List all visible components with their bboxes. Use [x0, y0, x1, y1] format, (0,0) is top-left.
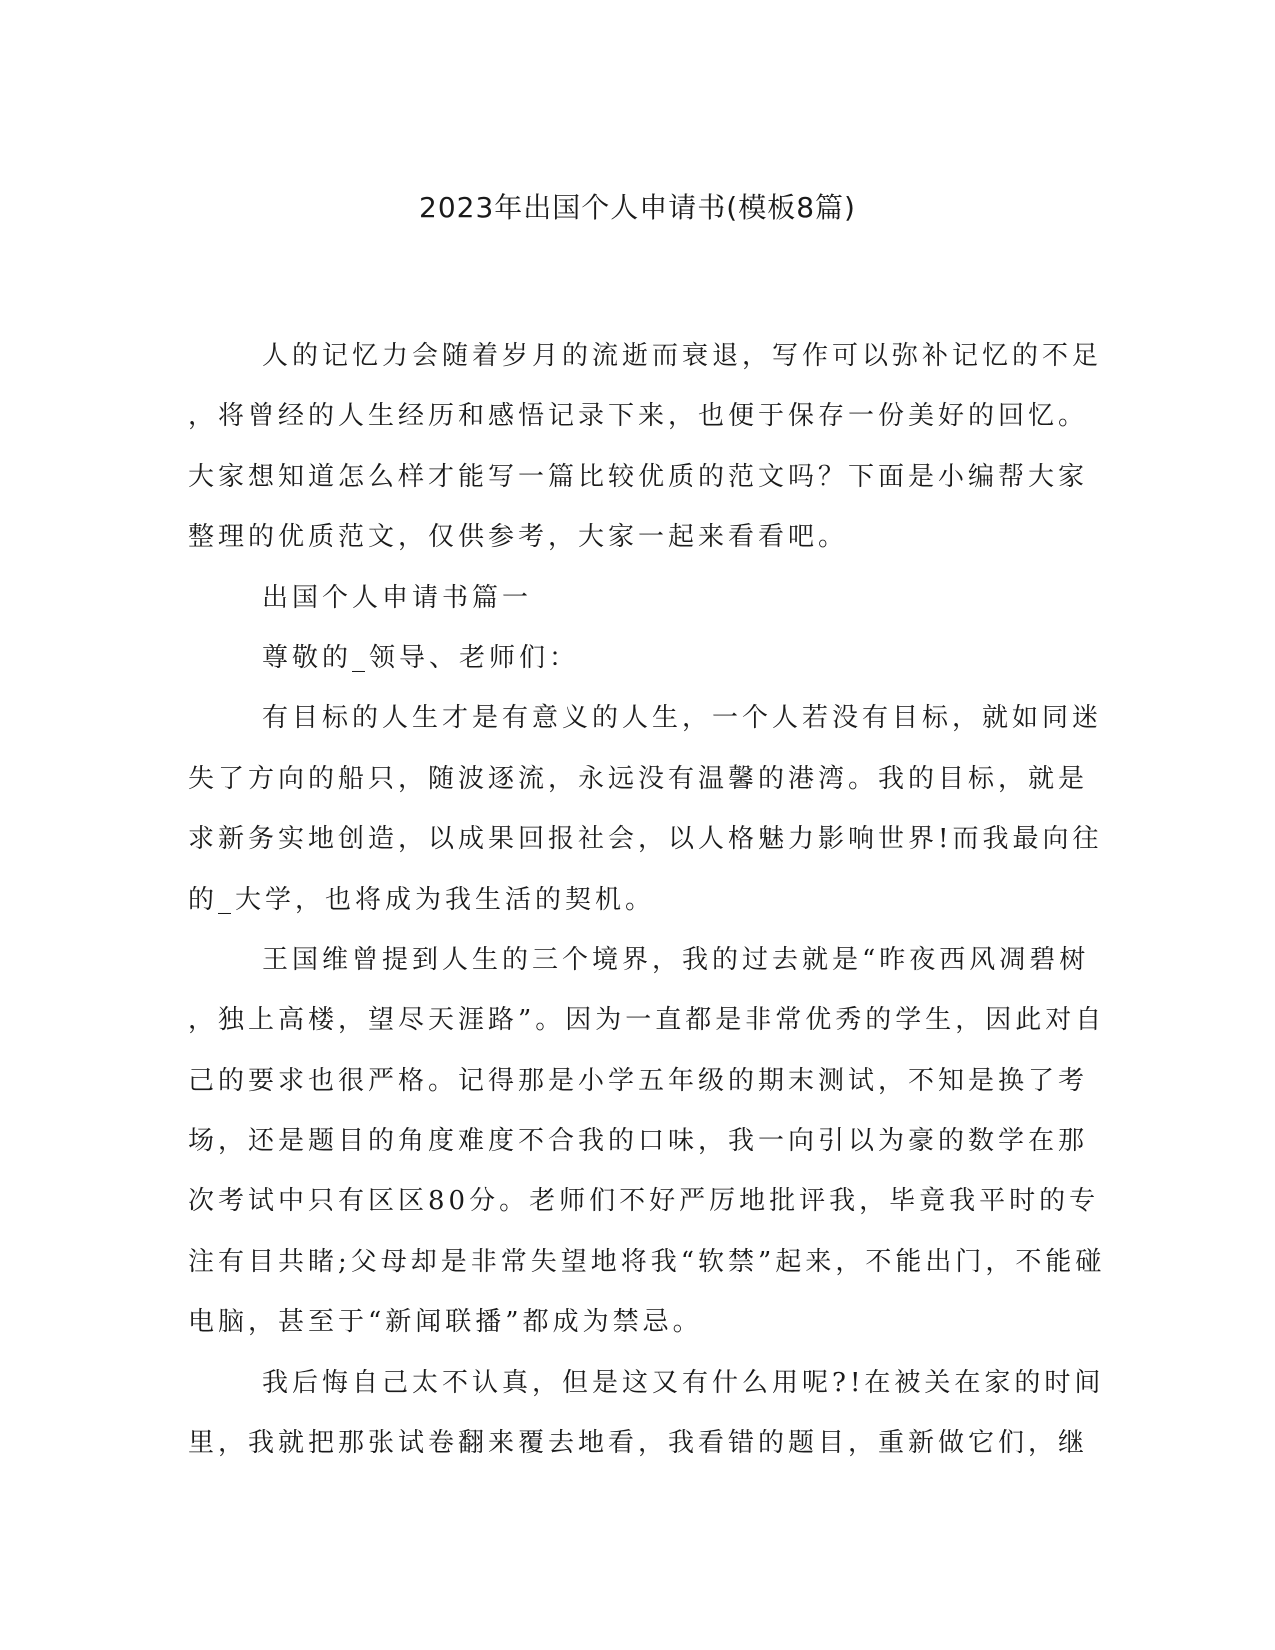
- paragraph-line: 整理的优质范文，仅供参考，大家一起来看看吧。: [188, 522, 849, 553]
- paragraph-line: 人的记忆力会随着岁月的流逝而衰退，写作可以弥补记忆的不足: [262, 341, 1103, 371]
- paragraph-line: 王国维曾提到人生的三个境界，我的过去就是“昨夜西风凋碧树: [262, 944, 1090, 975]
- paragraph-line: 电脑，甚至于“新闻联播”都成为禁忌。: [188, 1307, 703, 1338]
- paragraph-line: 求新务实地创造，以成果回报社会，以人格魅力影响世界!而我最向往: [188, 824, 1103, 855]
- document-body: [188, 326, 1106, 1473]
- paragraph-line: ，将曾经的人生经历和感悟记录下来，也便于保存一份美好的回忆。: [188, 401, 1089, 432]
- paragraph-line: 里，我就把那张试卷翻来覆去地看，我看错的题目，重新做它们，继: [188, 1428, 1089, 1459]
- paragraph-line: 己的要求也很严格。记得那是小学五年级的期末测试，不知是换了考: [188, 1065, 1089, 1096]
- paragraph-line: 有目标的人生才是有意义的人生，一个人若没有目标，就如同迷: [262, 703, 1103, 734]
- paragraph-line: 我后悔自己太不认真，但是这又有什么用呢?!在被关在家的时间: [262, 1367, 1105, 1398]
- paragraph-line: 的_大学，也将成为我生活的契机。: [188, 884, 656, 915]
- paragraph-line: 失了方向的船只，随波逐流，永远没有温馨的港湾。我的目标，就是: [188, 763, 1089, 794]
- paragraph-line: 场，还是题目的角度难度不合我的口味，我一向引以为豪的数学在那: [188, 1126, 1089, 1157]
- paragraph-line: ，独上高楼，望尽天涯路”。因为一直都是非常优秀的学生，因此对自: [188, 1005, 1106, 1036]
- paragraph-line: 次考试中只有区区80分。老师们不好严厉地批评我，毕竟我平时的专: [188, 1186, 1100, 1217]
- paragraph-line: 注有目共睹;父母却是非常失望地将我“软禁”起来，不能出门，不能碰: [188, 1246, 1106, 1277]
- paragraph-line: 大家想知道怎么样才能写一篇比较优质的范文吗？下面是小编帮大家: [188, 461, 1089, 492]
- document-title: 2023年出国个人申请书(模板8篇): [419, 191, 856, 224]
- section-heading: 出国个人申请书篇一: [262, 582, 533, 613]
- salutation: 尊敬的_领导、老师们：: [262, 642, 580, 673]
